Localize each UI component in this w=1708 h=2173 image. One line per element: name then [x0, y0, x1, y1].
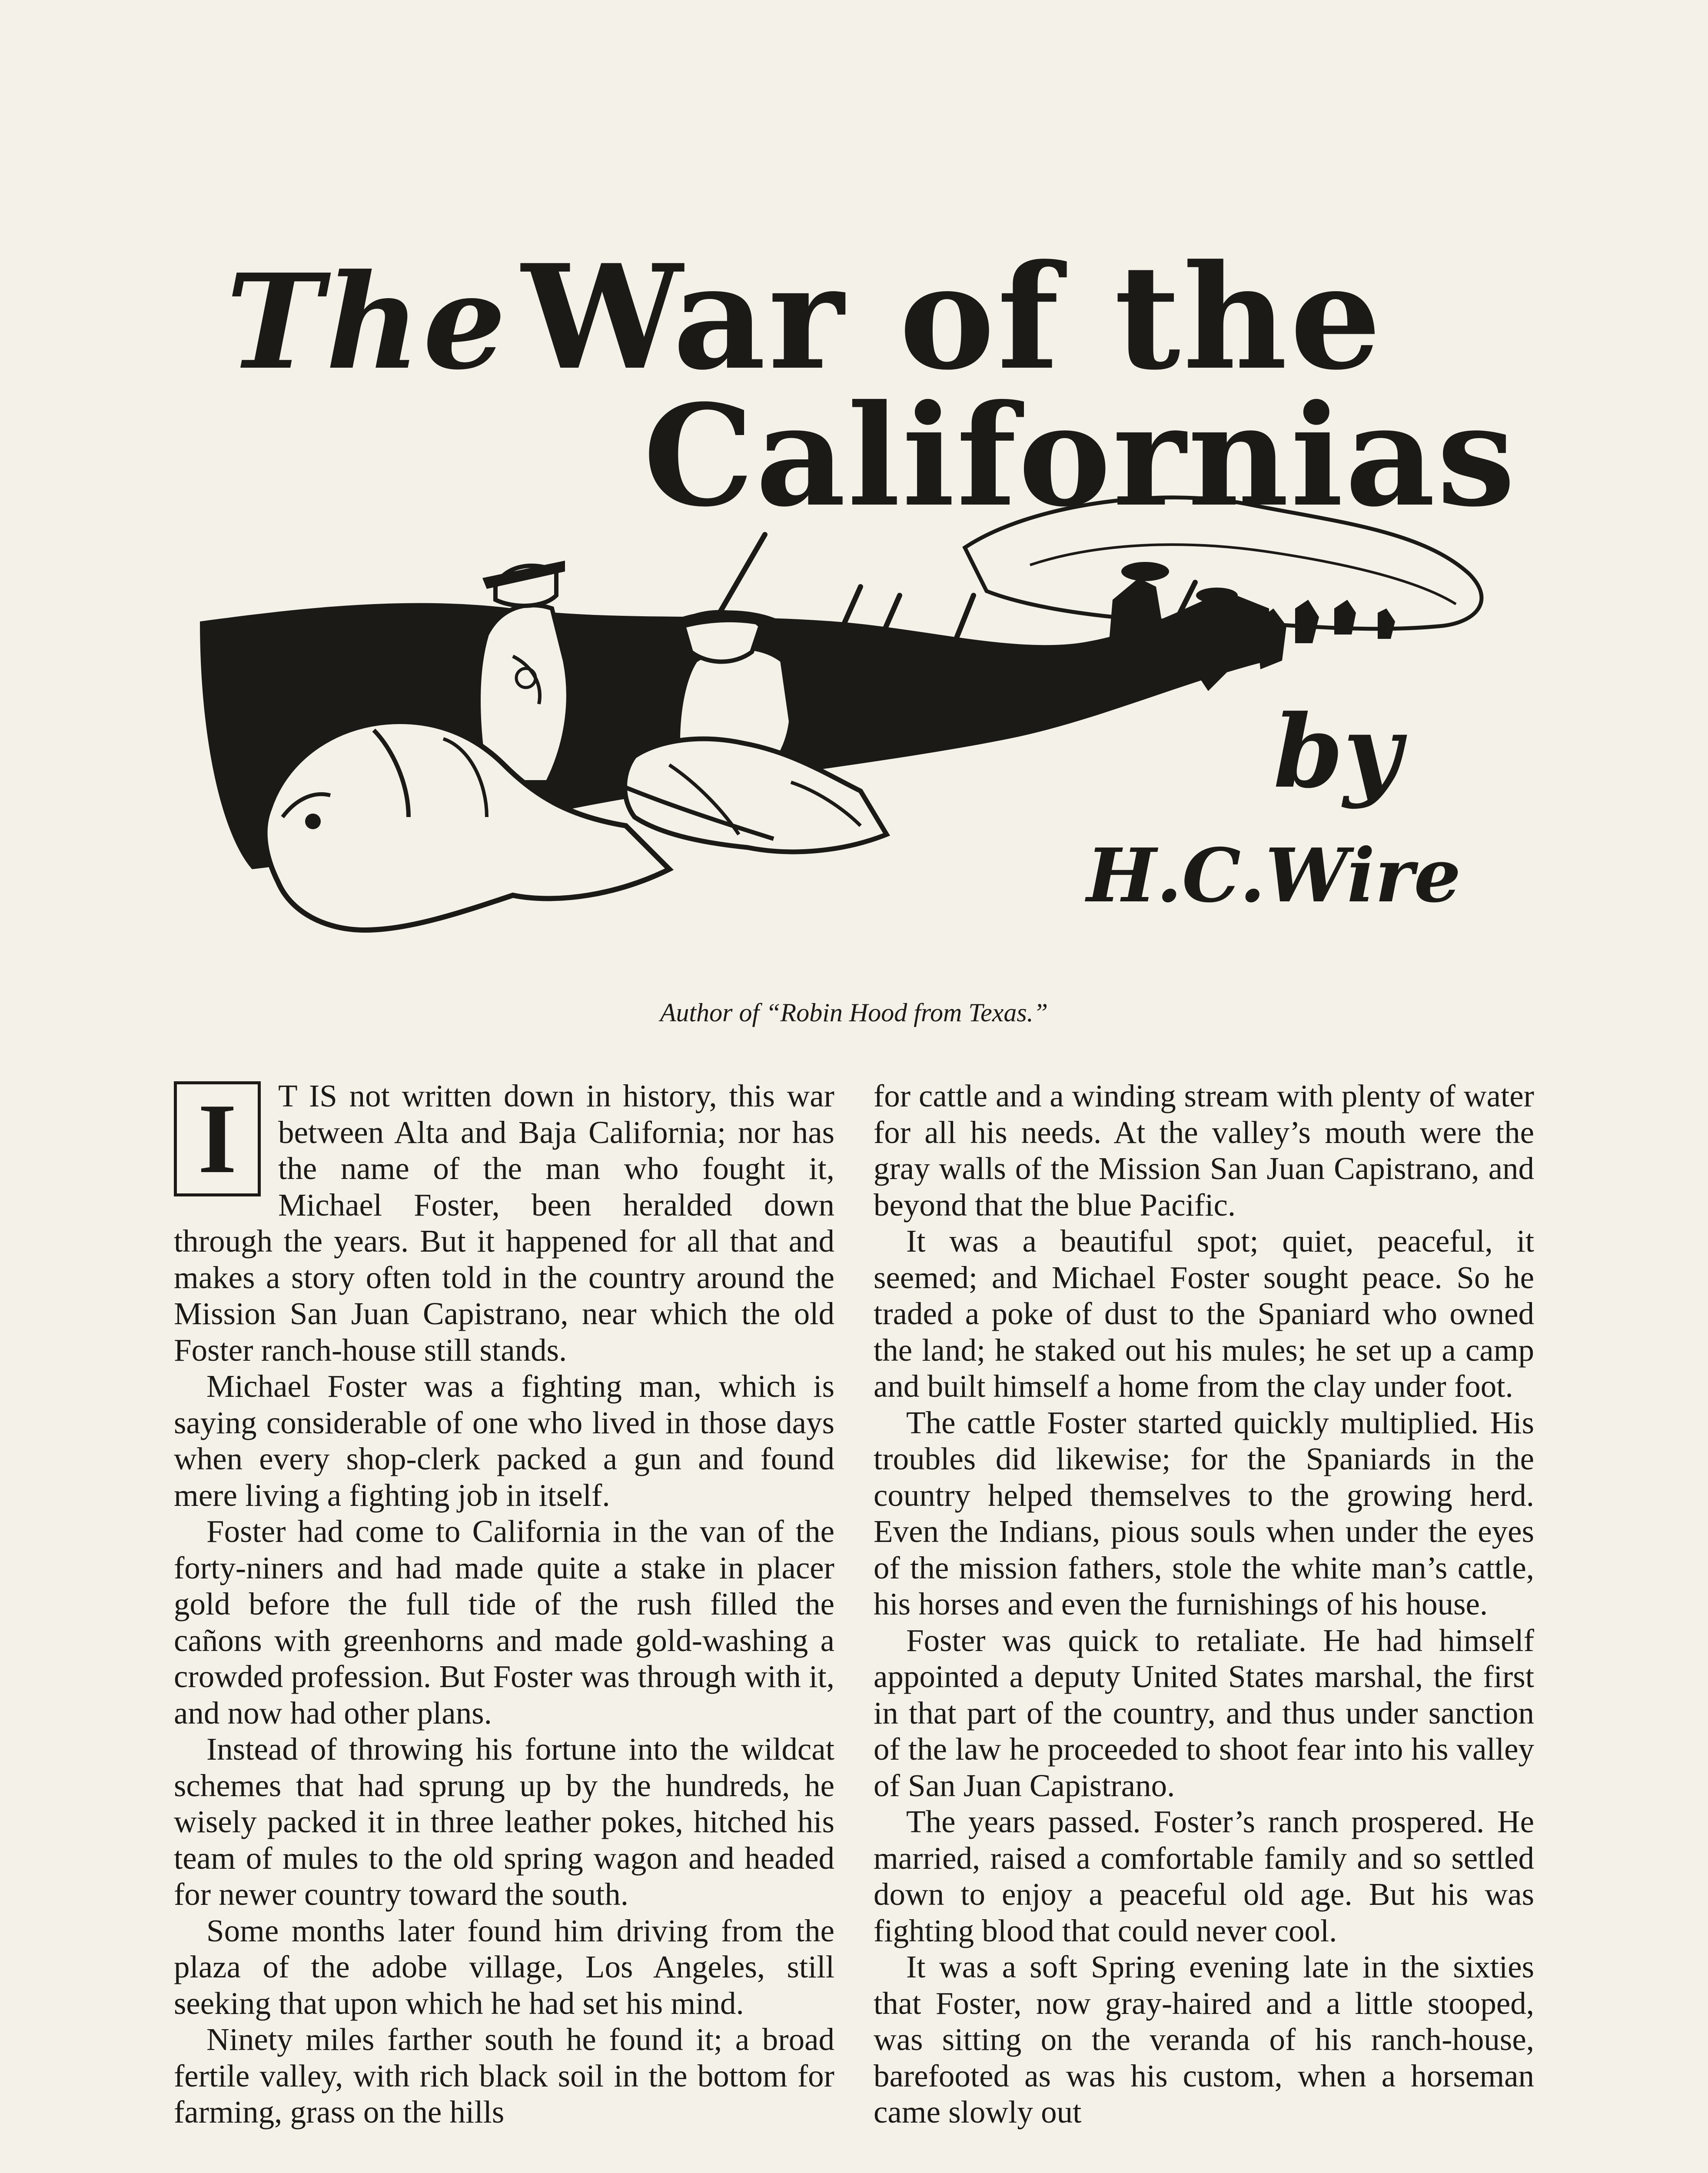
paragraph-continuation: for cattle and a winding stream with plenty of water for all his needs. At the valley’s mouth were the gray walls of the Mission San Juan Capistrano, and beyond that the blue Pacific. — [874, 1078, 1534, 1223]
paragraph: The years passed. Foster’s ranch prospered. He married, raised a comfortable family and so settled down to enjoy a peaceful old age. But his was fighting blood that could never cool. — [874, 1804, 1534, 1948]
byline-author: H.C.Wire — [1087, 832, 1461, 919]
paragraph: Michael Foster was a fighting man, which is saying considerable of one who lived in those days when every shop-clerk packed a gun and found mere living a fighting job in itself. — [174, 1369, 834, 1513]
byline-by: by — [1273, 693, 1402, 811]
title-line-2: Californias — [643, 375, 1517, 538]
paragraph: Ninety miles farther south he found it; a broad fertile valley, with rich black soil in the bottom for farming, grass on the hills — [174, 2022, 834, 2130]
paragraph: Some months later found him driving from the plaza of the adobe village, Los Angeles, still seeking that upon which he had set his mind. — [174, 1913, 834, 2021]
author-caption: Author of “Robin Hood from Texas.” — [660, 998, 1048, 1027]
paragraph: T IS not written down in history, this war between Alta and Baja California; nor has the name of the man who fought it, Michael Foster, been heralded down through the years. But it happened for all that and makes a story often told in the country around the Mission San Juan Capistrano, near which the old Foster ranch-house still stands. — [174, 1078, 834, 1368]
illustration-lead-rider — [479, 561, 568, 782]
title-war-of-the: War of the — [522, 233, 1384, 402]
paragraph: Instead of throwing his fortune into the wildcat schemes that had sprung up by the hundreds, he wisely packed it in three leather pokes, hitched his team of mules to the old spring wagon and headed for newer country toward the south. — [174, 1731, 834, 1912]
article-column-right — [874, 1078, 1534, 2173]
title-the: The — [226, 245, 509, 399]
paragraph: It was a beautiful spot; quiet, peaceful, it seemed; and Michael Foster sought peace. So he traded a poke of dust to the Spaniard who owned the land; he staked out his mules; he set up a camp and built himself a home from the clay under foot. — [874, 1223, 1534, 1404]
paragraph: Foster was quick to retaliate. He had himself appointed a deputy United States marshal, the first in that part of the country, and thus under sanction of the law he proceeded to shoot fear into his valley of San Juan Capistrano. — [874, 1622, 1534, 1803]
drop-cap: I — [174, 1081, 261, 1196]
article-column-left — [174, 1078, 834, 2173]
paragraph: Foster had come to California in the van of the forty-niners and had made quite a stake in placer gold before the full tide of the rush filled the cañons with greenhorns and made gold-washing a crowded profession. But Foster was through with it, and now had other plans. — [174, 1514, 834, 1731]
paragraph: It was a soft Spring evening late in the sixties that Foster, now gray-haired and a little stooped, was sitting on the veranda of his ranch-house, barefooted as was his custom, when a horseman came slowly out — [874, 1949, 1534, 2130]
paragraph: The cattle Foster started quickly multiplied. His troubles did likewise; for the Spaniards in the country helped themselves to the growing herd. Even the Indians, pious souls when under the eyes of the mission fathers, stole the white man’s cattle, his horses and even the furnishings of his house. — [874, 1405, 1534, 1621]
